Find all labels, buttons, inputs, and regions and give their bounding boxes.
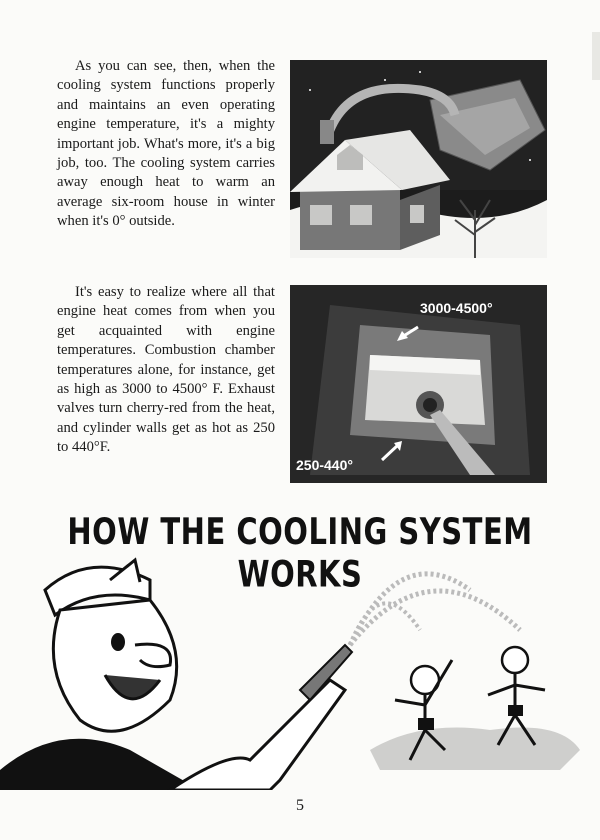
piston-temperature-illustration xyxy=(290,285,547,483)
page-edge-tab xyxy=(592,32,600,80)
top-temperature-label: 3000-4500° xyxy=(420,300,493,316)
house-engine-illustration xyxy=(290,60,547,258)
page-number: 5 xyxy=(296,797,304,814)
section-heading: HOW THE COOLING SYSTEM WORKS xyxy=(67,510,533,595)
paragraph-engine-temperatures: It's easy to realize where all that engine heat comes from when you get acquainted with engine temperatures. Combustion chamber temperatures alone, for instance, get as high as 3000 to 4500° F. Exhaust valves turn cherry-red from the heat, and cylinder walls get as hot as 250 to 440°F. xyxy=(57,284,275,456)
cooling-cartoon-illustration xyxy=(0,550,600,795)
paragraph-house-heat: As you can see, then, when the cooling system functions properly and maintains an even operating engine temperature, it's a mighty important job. What's more, it's a big job, too. The cooling system carries away enough heat to warm an average six-room house in winter when it's 0° outside. xyxy=(57,58,275,230)
bottom-temperature-label: 250-440° xyxy=(296,457,353,473)
